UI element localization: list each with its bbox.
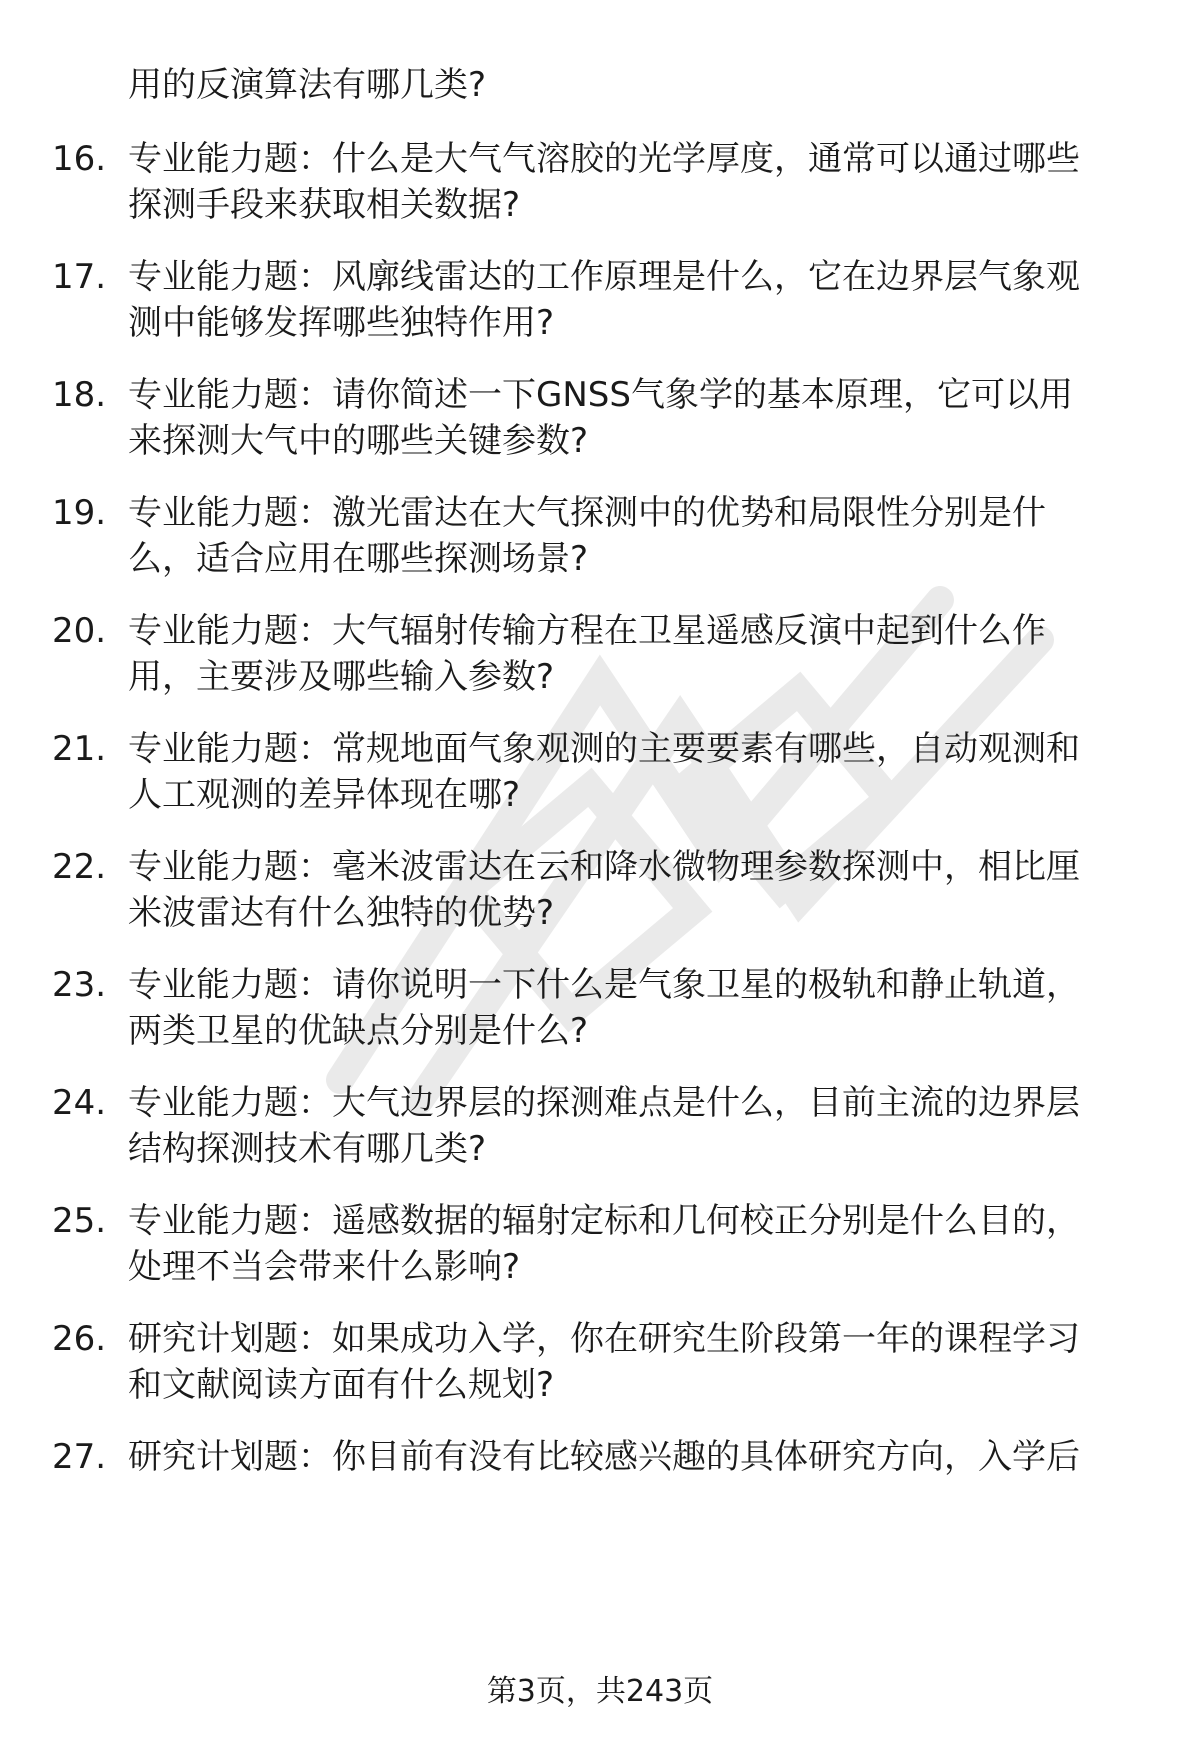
continued-question-text: 用的反演算法有哪几类? (128, 65, 487, 105)
question-text-line: 和文献阅读方面有什么规划? (128, 1365, 555, 1405)
page-footer: 第3页，共243页 (486, 1674, 714, 1709)
question-text-line: 人工观测的差异体现在哪? (128, 775, 521, 815)
question-number: 19. (52, 493, 107, 533)
question-text-line: 专业能力题：请你说明一下什么是气象卫星的极轨和静止轨道， (128, 965, 1080, 1005)
question-text-line: 两类卫星的优缺点分别是什么? (128, 1011, 589, 1051)
question-text-line: 专业能力题：激光雷达在大气探测中的优势和局限性分别是什 (128, 493, 1046, 533)
question-text-line: 专业能力题：大气边界层的探测难点是什么，目前主流的边界层 (128, 1083, 1080, 1123)
question-text-line: 研究计划题：你目前有没有比较感兴趣的具体研究方向，入学后 (128, 1437, 1080, 1477)
question-number: 23. (52, 965, 107, 1005)
question-text-line: 用，主要涉及哪些输入参数? (128, 657, 555, 697)
question-number: 16. (52, 139, 107, 179)
question-text-line: 专业能力题：请你简述一下GNSS气象学的基本原理，它可以用 (128, 375, 1073, 415)
question-text-line: 探测手段来获取相关数据? (128, 185, 521, 225)
question-text-line: 专业能力题：常规地面气象观测的主要要素有哪些，自动观测和 (128, 729, 1080, 769)
question-text-line: 米波雷达有什么独特的优势? (128, 893, 555, 933)
question-number: 24. (52, 1083, 107, 1123)
question-number: 25. (52, 1201, 107, 1241)
question-text-line: 么，适合应用在哪些探测场景? (128, 539, 589, 579)
question-number: 20. (52, 611, 107, 651)
question-text-line: 研究计划题：如果成功入学，你在研究生阶段第一年的课程学习 (128, 1319, 1080, 1359)
question-text-line: 来探测大气中的哪些关键参数? (128, 421, 589, 461)
question-text-line: 结构探测技术有哪几类? (128, 1129, 487, 1169)
question-number: 18. (52, 375, 107, 415)
question-text-line: 专业能力题：风廓线雷达的工作原理是什么，它在边界层气象观 (128, 257, 1080, 297)
question-number: 21. (52, 729, 107, 769)
question-text-line: 处理不当会带来什么影响? (128, 1247, 521, 1287)
question-text-line: 专业能力题：什么是大气气溶胶的光学厚度，通常可以通过哪些 (128, 139, 1080, 179)
question-number: 27. (52, 1437, 107, 1477)
question-text-line: 专业能力题：大气辐射传输方程在卫星遥感反演中起到什么作 (128, 611, 1046, 651)
question-number: 26. (52, 1319, 107, 1359)
question-number: 22. (52, 847, 107, 887)
question-text-line: 测中能够发挥哪些独特作用? (128, 303, 555, 343)
question-number: 17. (52, 257, 107, 297)
question-text-line: 专业能力题：毫米波雷达在云和降水微物理参数探测中，相比厘 (128, 847, 1080, 887)
question-text-line: 专业能力题：遥感数据的辐射定标和几何校正分别是什么目的， (128, 1201, 1080, 1241)
